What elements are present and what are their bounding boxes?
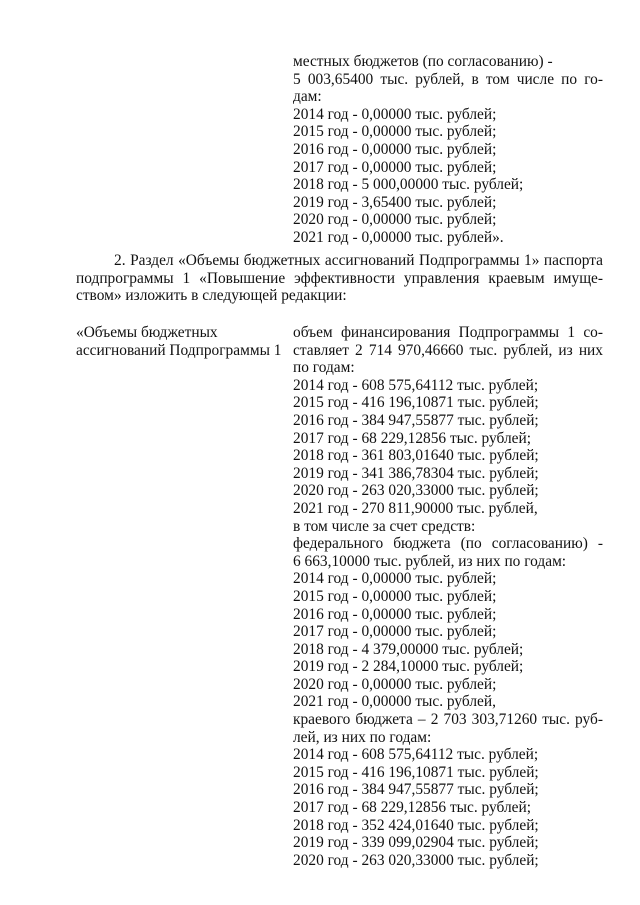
- text-line: местных бюджетов (по согласованию) -: [293, 53, 553, 70]
- year-line: 2016 год - 0,00000 тыс. рублей;: [293, 605, 497, 623]
- text-line: объем финансирования Подпрограммы 1 со-: [293, 324, 603, 341]
- year-line: 2018 год - 5 000,00000 тыс. рублей;: [293, 176, 524, 194]
- text-line: ставляет 2 714 970,46660 тыс. рублей, из них: [293, 341, 603, 359]
- year-line: 2014 год - 0,00000 тыс. рублей;: [293, 570, 497, 588]
- year-line: 2014 год - 0,00000 тыс. рублей;: [293, 105, 497, 123]
- text-line: 5 003,65400 тыс. рублей, в том числе по го-: [293, 70, 603, 88]
- year-line: 2018 год - 352 424,01640 тыс. рублей;: [293, 816, 539, 834]
- year-line: 2015 год - 0,00000 тыс. рублей;: [293, 587, 497, 605]
- year-line: 2021 год - 270 811,90000 тыс. рублей,: [293, 499, 538, 517]
- year-line: 2015 год - 416 196,10871 тыс. рублей;: [293, 394, 539, 412]
- text-line: ством» изложить в следующей редакции:: [76, 287, 347, 305]
- year-line: 2019 год - 3,65400 тыс. рублей;: [293, 193, 497, 211]
- year-line: 2020 год - 0,00000 тыс. рублей;: [293, 675, 497, 693]
- year-line: 2016 год - 384 947,55877 тыс. рублей;: [293, 781, 539, 799]
- funding-local-budgets: [293, 53, 603, 247]
- year-line: 2017 год - 68 229,12856 тыс. рублей;: [293, 799, 532, 817]
- year-line: 2018 год - 4 379,00000 тыс. рублей;: [293, 640, 524, 658]
- year-line: 2021 год - 0,00000 тыс. рублей,: [293, 693, 496, 711]
- text-line: краевого бюджета – 2 703 303,71260 тыс. руб-: [293, 711, 603, 729]
- text-line: федерального бюджета (по согласованию) -: [293, 535, 603, 553]
- year-line: 2015 год - 0,00000 тыс. рублей;: [293, 123, 497, 141]
- year-line: 2014 год - 608 575,64112 тыс. рублей;: [293, 376, 539, 394]
- text-line: «Объемы бюджетных: [76, 324, 218, 341]
- year-line: 2021 год - 0,00000 тыс. рублей».: [293, 228, 504, 246]
- year-line: 2018 год - 361 803,01640 тыс. рублей;: [293, 447, 539, 465]
- text-line: по годам:: [293, 359, 355, 377]
- year-line: 2019 год - 2 284,10000 тыс. рублей;: [293, 658, 524, 676]
- year-line: 2016 год - 384 947,55877 тыс. рублей;: [293, 411, 539, 429]
- text-line: 6 663,10000 тыс. рублей, из них по годам:: [293, 552, 567, 570]
- year-line: 2020 год - 0,00000 тыс. рублей;: [293, 211, 497, 229]
- year-line: 2017 год - 0,00000 тыс. рублей;: [293, 623, 497, 641]
- funding-details: [293, 324, 603, 869]
- year-line: 2019 год - 341 386,78304 тыс. рублей;: [293, 464, 539, 482]
- year-line: 2019 год - 339 099,02904 тыс. рублей;: [293, 834, 539, 852]
- amendment-paragraph: [76, 252, 603, 305]
- year-line: 2015 год - 416 196,10871 тыс. рублей;: [293, 763, 539, 781]
- text-line: в том числе за счет средств:: [293, 517, 476, 535]
- year-line: 2020 год - 263 020,33000 тыс. рублей;: [293, 482, 539, 500]
- year-line: 2020 год - 263 020,33000 тыс. рублей;: [293, 851, 539, 869]
- year-line: 2014 год - 608 575,64112 тыс. рублей;: [293, 746, 539, 764]
- table-row-heading: [76, 324, 281, 359]
- year-line: 2016 год - 0,00000 тыс. рублей;: [293, 140, 497, 158]
- text-line: лей, из них по годам:: [293, 728, 432, 746]
- text-line: подпрограммы 1 «Повышение эффективности управления краевым имуще-: [76, 269, 603, 287]
- text-line: дам:: [293, 88, 322, 106]
- text-line: ассигнований Подпрограммы 1: [76, 341, 282, 359]
- year-line: 2017 год - 68 229,12856 тыс. рублей;: [293, 429, 532, 447]
- year-line: 2017 год - 0,00000 тыс. рублей;: [293, 158, 497, 176]
- text-line: 2. Раздел «Объемы бюджетных ассигнований Подпрограммы 1» паспорта: [114, 252, 603, 269]
